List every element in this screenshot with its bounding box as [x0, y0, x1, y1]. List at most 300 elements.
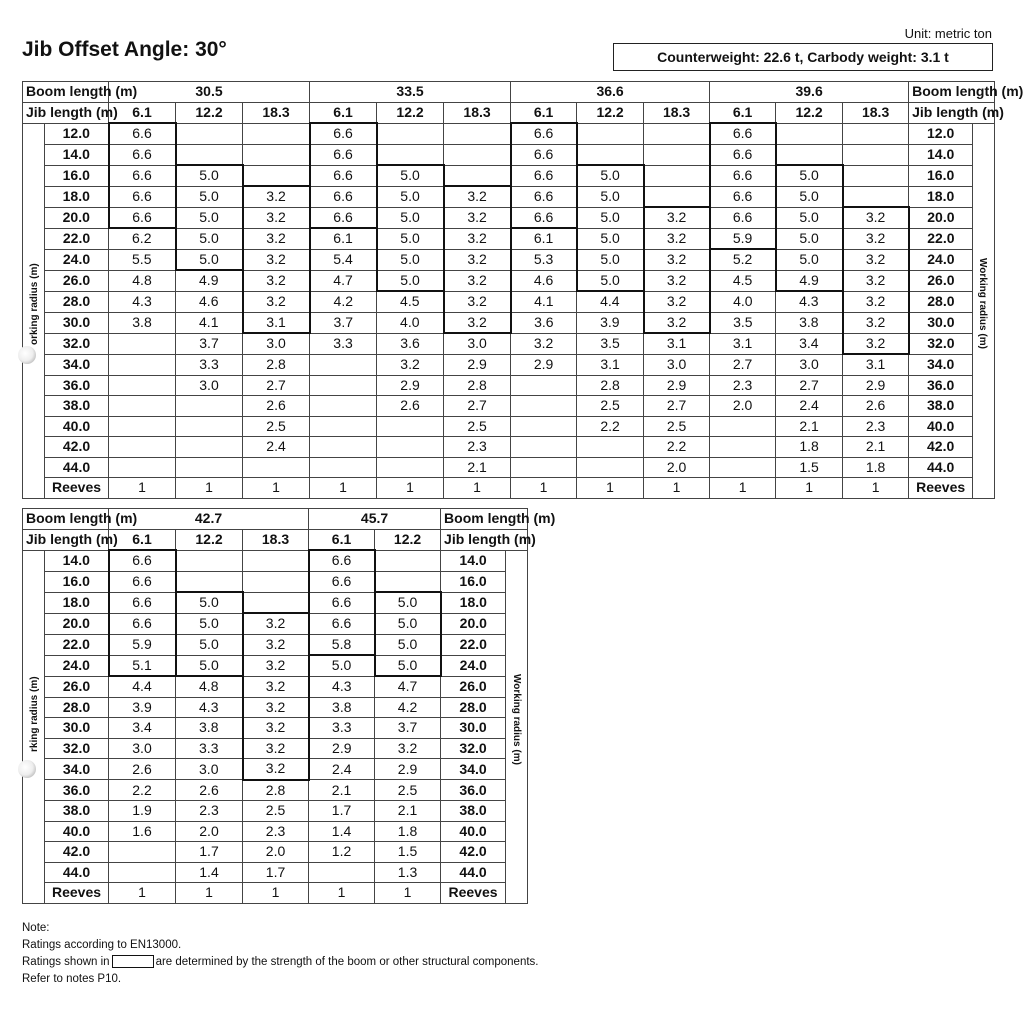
radius-value: 38.0 — [909, 396, 973, 417]
jib-length-value: 6.1 — [109, 529, 176, 550]
capacity-cell: 5.0 — [375, 592, 441, 613]
capacity-cell: 3.8 — [309, 697, 375, 718]
capacity-cell: 2.2 — [577, 416, 644, 437]
boom-length-value: 39.6 — [710, 82, 909, 103]
table-row — [23, 862, 528, 883]
capacity-cell: 3.2 — [243, 207, 310, 228]
capacity-cell: 3.1 — [577, 354, 644, 375]
radius-value: 40.0 — [909, 416, 973, 437]
capacity-cell: 3.1 — [243, 312, 310, 333]
capacity-cell — [109, 396, 176, 417]
capacity-cell: 5.2 — [710, 249, 776, 270]
capacity-cell: 5.0 — [377, 186, 444, 207]
radius-value: 44.0 — [441, 862, 506, 883]
capacity-cell: 4.7 — [310, 270, 377, 291]
table-row — [23, 697, 528, 718]
reeves-value: 1 — [243, 883, 309, 904]
capacity-cell: 3.2 — [444, 249, 511, 270]
capacity-cell: 2.1 — [309, 780, 375, 801]
capacity-cell: 3.2 — [511, 333, 577, 354]
capacity-cell — [644, 186, 710, 207]
working-radius-label-left-1: orking radius (m) — [29, 263, 40, 345]
radius-value: 34.0 — [45, 759, 109, 780]
jib-length-value: 6.1 — [511, 102, 577, 123]
capacity-cell: 4.4 — [577, 291, 644, 312]
capacity-cell: 6.6 — [310, 207, 377, 228]
reeves-value: 1 — [109, 478, 176, 499]
capacity-cell: 3.2 — [243, 613, 309, 634]
capacity-cell — [310, 437, 377, 458]
capacity-cell — [109, 333, 176, 354]
capacity-cell: 5.0 — [776, 228, 843, 249]
capacity-cell: 3.3 — [176, 738, 243, 759]
capacity-cell: 2.9 — [377, 375, 444, 396]
jib-length-value: 6.1 — [710, 102, 776, 123]
capacity-cell: 2.3 — [444, 437, 511, 458]
capacity-cell — [843, 165, 909, 186]
weights-box — [613, 43, 993, 71]
capacity-cell: 5.8 — [309, 634, 375, 655]
capacity-cell: 6.2 — [109, 228, 176, 249]
capacity-cell: 6.6 — [511, 207, 577, 228]
boom-length-label: Boom length (m) — [909, 82, 995, 103]
capacity-cell: 5.0 — [309, 655, 375, 676]
capacity-cell: 4.6 — [176, 291, 243, 312]
working-radius-label-right-2: Working radius (m) — [511, 674, 522, 765]
capacity-cell — [444, 165, 511, 186]
radius-value: 26.0 — [441, 676, 506, 697]
capacity-cell: 6.6 — [511, 186, 577, 207]
radius-value: 38.0 — [45, 801, 109, 822]
capacity-cell — [377, 144, 444, 165]
table-row — [23, 416, 995, 437]
capacity-cell — [377, 437, 444, 458]
radius-value: 36.0 — [441, 780, 506, 801]
radius-value: 20.0 — [45, 207, 109, 228]
reeves-label: Reeves — [441, 883, 506, 904]
jib-length-value: 18.3 — [444, 102, 511, 123]
capacity-cell: 3.2 — [843, 333, 909, 354]
capacity-cell: 3.2 — [243, 291, 310, 312]
table-row — [23, 333, 995, 354]
capacity-cell: 1.8 — [843, 457, 909, 478]
radius-value: 14.0 — [909, 144, 973, 165]
capacity-cell: 6.6 — [109, 592, 176, 613]
capacity-cell: 5.0 — [377, 228, 444, 249]
capacity-cell: 3.2 — [843, 312, 909, 333]
capacity-cell — [710, 416, 776, 437]
capacity-cell: 1.8 — [375, 821, 441, 842]
capacity-cell: 5.0 — [176, 634, 243, 655]
table-row — [23, 571, 528, 592]
capacity-cell: 3.7 — [375, 718, 441, 739]
unit-label: Unit: metric ton — [904, 26, 992, 41]
capacity-cell: 3.1 — [710, 333, 776, 354]
capacity-cell: 6.6 — [109, 550, 176, 571]
capacity-cell: 6.6 — [109, 207, 176, 228]
radius-value: 18.0 — [909, 186, 973, 207]
radius-value: 42.0 — [909, 437, 973, 458]
radius-value: 24.0 — [441, 655, 506, 676]
table-row — [23, 780, 528, 801]
radius-value: 22.0 — [45, 634, 109, 655]
boom-length-value: 30.5 — [109, 82, 310, 103]
capacity-cell: 3.8 — [176, 718, 243, 739]
table-row — [23, 801, 528, 822]
capacity-cell: 2.9 — [511, 354, 577, 375]
reeves-value: 1 — [644, 478, 710, 499]
table-row — [23, 718, 528, 739]
capacity-cell — [243, 592, 309, 613]
capacity-cell — [243, 165, 310, 186]
capacity-cell — [176, 144, 243, 165]
capacity-cell: 3.2 — [644, 207, 710, 228]
capacity-cell: 4.4 — [109, 676, 176, 697]
capacity-cell: 2.4 — [309, 759, 375, 780]
reeves-row — [23, 478, 995, 499]
radius-value: 40.0 — [45, 821, 109, 842]
capacity-cell: 5.0 — [176, 165, 243, 186]
boom-length-label: Boom length (m) — [23, 509, 109, 530]
working-radius-label-right-1: Working radius (m) — [977, 258, 988, 349]
capacity-cell: 5.0 — [577, 207, 644, 228]
reeves-value: 1 — [109, 883, 176, 904]
capacity-cell: 3.2 — [444, 228, 511, 249]
capacity-cell: 2.6 — [109, 759, 176, 780]
capacity-cell — [377, 457, 444, 478]
reeves-value: 1 — [176, 883, 243, 904]
boom-length-value: 42.7 — [109, 509, 309, 530]
capacity-cell: 1.7 — [243, 862, 309, 883]
capacity-cell — [710, 437, 776, 458]
capacity-cell: 5.0 — [377, 270, 444, 291]
capacity-cell: 5.0 — [176, 207, 243, 228]
radius-value: 40.0 — [45, 416, 109, 437]
capacity-cell: 4.3 — [176, 697, 243, 718]
table-row — [23, 165, 995, 186]
capacity-cell: 3.8 — [776, 312, 843, 333]
radius-value: 30.0 — [45, 312, 109, 333]
capacity-cell: 1.4 — [309, 821, 375, 842]
capacity-cell — [176, 571, 243, 592]
capacity-cell: 3.4 — [109, 718, 176, 739]
capacity-cell: 6.6 — [511, 123, 577, 144]
capacity-cell: 4.0 — [710, 291, 776, 312]
radius-value: 20.0 — [45, 613, 109, 634]
capacity-cell: 2.5 — [375, 780, 441, 801]
capacity-cell — [243, 550, 309, 571]
capacity-cell: 3.9 — [109, 697, 176, 718]
capacity-cell — [776, 144, 843, 165]
capacity-cell — [310, 375, 377, 396]
capacity-cell: 5.0 — [577, 270, 644, 291]
capacity-cell: 5.0 — [577, 165, 644, 186]
capacity-cell: 2.0 — [710, 396, 776, 417]
jib-length-value: 6.1 — [309, 529, 375, 550]
capacity-cell: 3.2 — [843, 291, 909, 312]
capacity-cell: 5.0 — [577, 186, 644, 207]
reeves-value: 1 — [309, 883, 375, 904]
capacity-cell: 2.7 — [243, 375, 310, 396]
capacity-cell: 3.0 — [243, 333, 310, 354]
capacity-cell: 1.7 — [309, 801, 375, 822]
capacity-cell: 1.7 — [176, 842, 243, 863]
radius-value: 14.0 — [441, 550, 506, 571]
load-chart-table-1 — [22, 81, 1024, 499]
capacity-cell: 2.9 — [309, 738, 375, 759]
capacity-cell: 2.0 — [243, 842, 309, 863]
boom-length-value: 45.7 — [309, 509, 441, 530]
radius-value: 38.0 — [441, 801, 506, 822]
capacity-cell: 3.0 — [644, 354, 710, 375]
capacity-cell — [776, 123, 843, 144]
capacity-cell — [310, 457, 377, 478]
capacity-cell: 3.2 — [243, 738, 309, 759]
radius-value: 16.0 — [45, 165, 109, 186]
capacity-cell — [109, 842, 176, 863]
capacity-cell: 6.6 — [309, 571, 375, 592]
jib-length-value: 12.2 — [377, 102, 444, 123]
capacity-cell: 4.3 — [776, 291, 843, 312]
radius-value: 16.0 — [45, 571, 109, 592]
capacity-cell: 4.9 — [176, 270, 243, 291]
capacity-cell: 2.9 — [444, 354, 511, 375]
table-row — [23, 842, 528, 863]
reeves-label: Reeves — [909, 478, 973, 499]
radius-value: 40.0 — [441, 821, 506, 842]
radius-value: 32.0 — [45, 333, 109, 354]
capacity-cell: 5.0 — [776, 249, 843, 270]
capacity-cell: 3.2 — [243, 697, 309, 718]
capacity-cell: 1.2 — [309, 842, 375, 863]
capacity-cell — [577, 457, 644, 478]
capacity-cell — [377, 416, 444, 437]
capacity-cell — [176, 416, 243, 437]
table-row — [23, 207, 995, 228]
capacity-cell: 4.6 — [511, 270, 577, 291]
jib-length-value: 18.3 — [243, 102, 310, 123]
reeves-row — [23, 883, 528, 904]
jib-length-value: 18.3 — [243, 529, 309, 550]
capacity-cell — [644, 165, 710, 186]
capacity-cell: 2.1 — [375, 801, 441, 822]
capacity-cell — [444, 144, 511, 165]
capacity-cell: 6.6 — [310, 123, 377, 144]
capacity-cell: 3.6 — [511, 312, 577, 333]
boom-length-label: Boom length (m) — [441, 509, 528, 530]
capacity-cell: 2.2 — [109, 780, 176, 801]
notes-line — [22, 954, 538, 971]
table-row — [23, 550, 528, 571]
radius-value: 14.0 — [45, 144, 109, 165]
jib-length-label: Jib length (m) — [441, 529, 528, 550]
reeves-value: 1 — [577, 478, 644, 499]
capacity-cell: 6.6 — [109, 571, 176, 592]
capacity-cell: 2.5 — [444, 416, 511, 437]
table-row — [23, 592, 528, 613]
jib-length-value: 12.2 — [776, 102, 843, 123]
page-title: Jib Offset Angle: 30° — [22, 38, 227, 61]
capacity-cell: 3.1 — [644, 333, 710, 354]
capacity-cell: 2.5 — [243, 416, 310, 437]
capacity-cell: 3.2 — [243, 634, 309, 655]
capacity-cell: 6.6 — [710, 165, 776, 186]
capacity-cell: 3.3 — [309, 718, 375, 739]
capacity-cell — [109, 375, 176, 396]
capacity-cell: 3.2 — [243, 676, 309, 697]
table-row — [23, 676, 528, 697]
capacity-cell: 3.0 — [444, 333, 511, 354]
capacity-cell: 6.6 — [310, 186, 377, 207]
capacity-cell: 4.8 — [109, 270, 176, 291]
capacity-cell: 4.3 — [109, 291, 176, 312]
capacity-cell — [309, 862, 375, 883]
radius-value: 42.0 — [45, 842, 109, 863]
table-1-body — [23, 123, 995, 498]
reeves-value: 1 — [843, 478, 909, 499]
capacity-cell: 3.2 — [243, 186, 310, 207]
radius-value: 14.0 — [45, 550, 109, 571]
capacity-cell: 3.3 — [176, 354, 243, 375]
capacity-cell: 3.2 — [444, 270, 511, 291]
capacity-cell — [444, 123, 511, 144]
capacity-cell — [109, 416, 176, 437]
capacity-cell: 2.1 — [776, 416, 843, 437]
capacity-cell: 5.3 — [511, 249, 577, 270]
radius-value: 28.0 — [45, 291, 109, 312]
table-row — [23, 270, 995, 291]
capacity-cell: 3.7 — [310, 312, 377, 333]
capacity-cell: 6.6 — [710, 123, 776, 144]
capacity-cell: 6.6 — [710, 207, 776, 228]
capacity-cell: 6.6 — [109, 186, 176, 207]
capacity-cell — [843, 144, 909, 165]
capacity-cell — [176, 123, 243, 144]
capacity-cell — [375, 550, 441, 571]
capacity-cell: 3.2 — [444, 186, 511, 207]
reeves-value: 1 — [310, 478, 377, 499]
capacity-cell: 5.0 — [176, 613, 243, 634]
capacity-cell: 3.2 — [243, 228, 310, 249]
radius-value: 28.0 — [441, 697, 506, 718]
jib-length-value: 18.3 — [644, 102, 710, 123]
capacity-cell — [109, 457, 176, 478]
capacity-cell: 2.6 — [377, 396, 444, 417]
radius-value: 16.0 — [909, 165, 973, 186]
radius-value: 36.0 — [909, 375, 973, 396]
capacity-cell: 3.2 — [243, 249, 310, 270]
capacity-cell: 2.3 — [710, 375, 776, 396]
radius-value: 42.0 — [45, 437, 109, 458]
capacity-cell: 5.0 — [377, 249, 444, 270]
radius-value: 24.0 — [45, 249, 109, 270]
capacity-cell: 6.6 — [710, 186, 776, 207]
reeves-value: 1 — [710, 478, 776, 499]
capacity-cell: 2.5 — [577, 396, 644, 417]
radius-value: 24.0 — [909, 249, 973, 270]
capacity-cell: 2.6 — [176, 780, 243, 801]
capacity-cell: 6.6 — [309, 592, 375, 613]
jib-length-label: Jib length (m) — [909, 102, 995, 123]
capacity-cell: 5.1 — [109, 655, 176, 676]
radius-value: 18.0 — [45, 186, 109, 207]
capacity-cell — [243, 457, 310, 478]
capacity-cell: 4.7 — [375, 676, 441, 697]
capacity-cell — [377, 123, 444, 144]
capacity-cell: 5.0 — [176, 249, 243, 270]
capacity-cell: 3.2 — [375, 738, 441, 759]
capacity-cell: 2.7 — [710, 354, 776, 375]
table-row — [23, 759, 528, 780]
capacity-cell: 6.6 — [310, 165, 377, 186]
jib-length-value: 12.2 — [176, 102, 243, 123]
reeves-label: Reeves — [45, 883, 109, 904]
capacity-cell: 1.5 — [776, 457, 843, 478]
radius-value: 26.0 — [45, 676, 109, 697]
capacity-cell: 3.5 — [710, 312, 776, 333]
radius-value: 44.0 — [45, 862, 109, 883]
capacity-cell — [375, 571, 441, 592]
capacity-cell: 3.2 — [843, 207, 909, 228]
radius-value: 44.0 — [45, 457, 109, 478]
jib-length-value: 6.1 — [109, 102, 176, 123]
table-row — [23, 144, 995, 165]
capacity-cell: 1.6 — [109, 821, 176, 842]
capacity-cell: 3.0 — [176, 375, 243, 396]
capacity-cell: 3.2 — [243, 718, 309, 739]
capacity-cell: 6.6 — [109, 165, 176, 186]
capacity-cell: 5.0 — [577, 249, 644, 270]
capacity-cell: 3.7 — [176, 333, 243, 354]
capacity-cell: 1.4 — [176, 862, 243, 883]
structural-box-legend — [112, 955, 154, 968]
capacity-cell: 3.0 — [109, 738, 176, 759]
capacity-cell: 3.8 — [109, 312, 176, 333]
capacity-cell: 2.5 — [644, 416, 710, 437]
capacity-cell: 4.8 — [176, 676, 243, 697]
radius-value: 26.0 — [909, 270, 973, 291]
jib-length-value: 6.1 — [310, 102, 377, 123]
capacity-cell — [577, 123, 644, 144]
capacity-cell: 5.0 — [176, 592, 243, 613]
capacity-cell — [644, 123, 710, 144]
capacity-cell: 2.6 — [843, 396, 909, 417]
notes-line: Refer to notes P10. — [22, 973, 122, 985]
capacity-cell — [310, 416, 377, 437]
capacity-cell: 2.0 — [644, 457, 710, 478]
capacity-cell: 5.0 — [375, 613, 441, 634]
capacity-cell: 6.6 — [309, 550, 375, 571]
boom-length-label: Boom length (m) — [23, 82, 109, 103]
capacity-cell — [176, 550, 243, 571]
capacity-cell: 2.4 — [243, 437, 310, 458]
capacity-cell: 1.9 — [109, 801, 176, 822]
table-row — [23, 655, 528, 676]
capacity-cell: 4.2 — [375, 697, 441, 718]
jib-length-label: Jib length (m) — [23, 102, 109, 123]
capacity-cell: 3.2 — [644, 312, 710, 333]
radius-value: 28.0 — [45, 697, 109, 718]
capacity-cell — [310, 396, 377, 417]
capacity-cell: 3.2 — [843, 270, 909, 291]
capacity-cell: 2.9 — [644, 375, 710, 396]
capacity-cell: 6.6 — [511, 144, 577, 165]
capacity-cell: 5.0 — [176, 655, 243, 676]
jib-length-value: 18.3 — [843, 102, 909, 123]
capacity-cell: 2.3 — [243, 821, 309, 842]
table-row — [23, 634, 528, 655]
capacity-cell: 3.2 — [243, 759, 309, 780]
